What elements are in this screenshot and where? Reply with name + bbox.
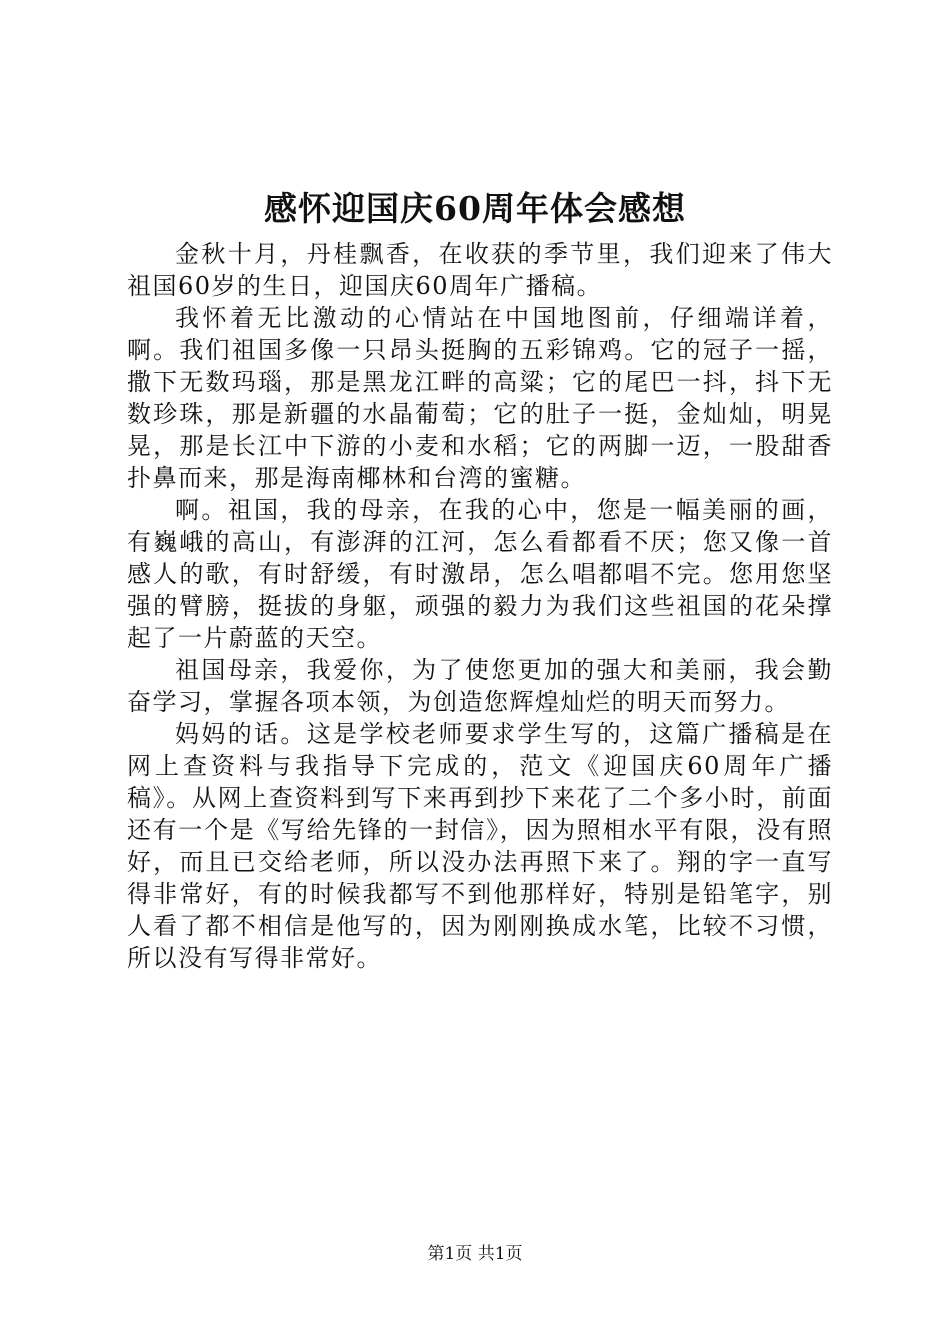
paragraph-1: 金秋十月，丹桂飘香，在收获的季节里，我们迎来了伟大祖国60岁的生日，迎国庆60周年广播稿。 <box>127 240 833 300</box>
document-body <box>127 238 833 974</box>
paragraph-5: 妈妈的话。这是学校老师要求学生写的，这篇广播稿是在网上查资料与我指导下完成的，范文《迎国庆60周年广播稿》。从网上查资料到写下来再到抄下来花了二个多小时，前面还有一个是《写给先锋的一封信》，因为照相水平有限，没有照好，而且已交给老师，所以没办法再照下来了。翔的字一直写得非常好，有的时候我都写不到他那样好，特别是铅笔字，别人看了都不相信是他写的，因为刚刚换成水笔，比较不习惯，所以没有写得非常好。 <box>127 720 833 972</box>
paragraph-2: 我怀着无比激动的心情站在中国地图前，仔细端详着，啊。我们祖国多像一只昂头挺胸的五彩锦鸡。它的冠子一摇，撒下无数玛瑙，那是黑龙江畔的高粱；它的尾巴一抖，抖下无数珍珠，那是新疆的水晶葡萄；它的肚子一挺，金灿灿，明晃晃，那是长江中下游的小麦和水稻；它的两脚一迈，一股甜香扑鼻而来，那是海南椰林和台湾的蜜糖。 <box>127 304 833 492</box>
paragraph-4: 祖国母亲，我爱你，为了使您更加的强大和美丽，我会勤奋学习，掌握各项本领，为创造您辉煌灿烂的明天而努力。 <box>127 656 833 716</box>
paragraph-3: 啊。祖国，我的母亲，在我的心中，您是一幅美丽的画，有巍峨的高山，有澎湃的江河，怎么看都看不厌；您又像一首感人的歌，有时舒缓，有时激昂，怎么唱都唱不完。您用您坚强的臂膀，挺拔的身躯，顽强的毅力为我们这些祖国的花朵撑起了一片蔚蓝的天空。 <box>127 496 833 652</box>
document-title: 感怀迎国庆60周年体会感想 <box>264 189 686 228</box>
page-footer: 第1页 共1页 <box>427 1244 523 1264</box>
